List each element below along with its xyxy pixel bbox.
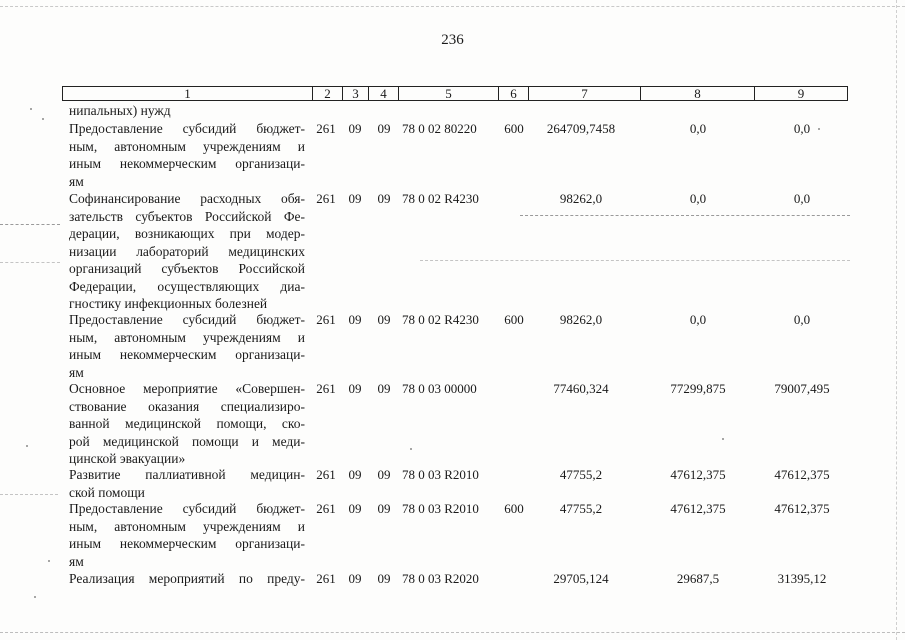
cell-col-3: 09	[348, 467, 362, 482]
description-line: ям	[69, 553, 84, 569]
cell-col-8: 29687,5	[676, 571, 720, 586]
cell-col-7: 77460,324	[553, 381, 609, 396]
row-description	[69, 311, 305, 381]
header-col-8: 8	[641, 87, 755, 100]
cell-col-5: 78 0 03 R2010	[402, 501, 479, 516]
header-col-3: 3	[343, 87, 369, 100]
cell-col-5: 78 0 02 R4230	[402, 191, 479, 206]
scan-artifact	[420, 260, 850, 261]
description-line: организаций субъектов Российской	[69, 261, 305, 276]
header-col-9: 9	[797, 86, 805, 101]
row-description	[69, 120, 305, 190]
cell-col-3: 09	[348, 501, 362, 516]
cell-col-2: 261	[316, 571, 336, 586]
cell-col-9: 31395,12	[777, 571, 827, 586]
description-line: Реализация мероприятий по преду-	[69, 571, 305, 586]
scan-artifact	[34, 596, 36, 598]
cell-col-8: 47612,375	[670, 501, 726, 516]
cell-col-9: 47612,375	[774, 467, 830, 482]
cell-col-9: 0,0	[793, 312, 811, 327]
header-col-1: 1	[63, 87, 313, 100]
description-line: Федерации, осуществляющих диа-	[69, 278, 305, 294]
row-description	[69, 570, 305, 588]
scan-artifact	[26, 445, 28, 447]
row-description	[69, 102, 305, 120]
scan-artifact	[0, 224, 60, 225]
cell-col-4: 09	[377, 467, 391, 482]
cell-col-7: 98262,0	[559, 191, 603, 206]
cell-col-9: 47612,375	[774, 501, 830, 516]
cell-col-2: 261	[316, 191, 336, 206]
description-line: ным, автономным учреждениям и	[69, 329, 305, 345]
description-line: дерации, возникающих при модер-	[69, 226, 305, 241]
description-line: ным, автономным учреждениям и	[69, 518, 305, 534]
cell-col-5: 78 0 02 80220	[402, 121, 477, 136]
header-col-7: 7	[529, 87, 641, 100]
cell-col-5: 78 0 03 R2020	[402, 571, 479, 586]
header-col-6: 6	[499, 87, 529, 100]
page-number: 236	[441, 32, 464, 48]
cell-col-7: 47755,2	[559, 467, 603, 482]
description-line: зательств субъектов Российской Фе-	[69, 208, 305, 224]
description-line: низации лабораторий медицинских	[69, 243, 305, 259]
description-line: гностику инфекционных болезней	[69, 296, 268, 311]
table-header-row	[62, 86, 848, 101]
cell-col-8: 77299,875	[670, 381, 726, 396]
cell-col-5: 78 0 02 R4230	[402, 312, 479, 327]
cell-col-7: 29705,124	[553, 571, 609, 586]
cell-col-5: 78 0 03 00000	[402, 381, 477, 396]
cell-col-4: 09	[377, 571, 391, 586]
description-line: ным, автономным учреждениям и	[69, 138, 305, 154]
description-line: рой медицинской помощи и меди-	[69, 433, 305, 449]
row-description	[69, 380, 305, 468]
description-line: ской помощи	[69, 484, 145, 500]
description-line: цинской эвакуации»	[69, 451, 186, 466]
header-col-5: 5	[399, 87, 499, 100]
description-line: Предоставление субсидий бюджет-	[69, 312, 305, 327]
cell-col-6: 600	[504, 121, 524, 136]
description-line: ствование оказания специализиро-	[69, 398, 305, 414]
cell-col-2: 261	[316, 501, 336, 516]
scan-artifact	[48, 560, 50, 562]
scan-artifact	[722, 438, 724, 440]
scan-artifact	[818, 128, 820, 130]
description-line: Предоставление субсидий бюджет-	[69, 121, 305, 136]
cell-col-2: 261	[316, 467, 336, 482]
cell-col-7: 264709,7458	[546, 121, 616, 136]
cell-col-7: 98262,0	[559, 312, 603, 327]
cell-col-4: 09	[377, 381, 391, 396]
cell-col-9: 0,0	[793, 121, 811, 136]
cell-col-8: 0,0	[689, 191, 707, 206]
cell-col-3: 09	[348, 121, 362, 136]
row-description	[69, 500, 305, 570]
cell-col-3: 09	[348, 312, 362, 327]
cell-col-9: 0,0	[793, 191, 811, 206]
cell-col-2: 261	[316, 312, 336, 327]
scan-artifact	[30, 108, 32, 110]
cell-col-6: 600	[504, 312, 524, 327]
cell-col-4: 09	[377, 121, 391, 136]
header-col-4: 4	[369, 87, 399, 100]
scan-artifact	[520, 215, 850, 216]
scan-artifact	[42, 118, 44, 120]
cell-col-2: 261	[316, 381, 336, 396]
cell-col-3: 09	[348, 381, 362, 396]
row-description	[69, 190, 305, 313]
scan-edge-bottom	[0, 632, 905, 633]
cell-col-9: 79007,495	[774, 381, 830, 396]
row-description	[69, 466, 305, 501]
cell-col-3: 09	[348, 571, 362, 586]
cell-col-7: 47755,2	[559, 501, 603, 516]
cell-col-8: 0,0	[689, 121, 707, 136]
description-line: ям	[69, 173, 84, 189]
description-line: Предоставление субсидий бюджет-	[69, 501, 305, 516]
description-line: ванной медицинской помощи, ско-	[69, 416, 305, 431]
cell-col-6: 600	[504, 501, 524, 516]
description-line: Основное мероприятие «Совершен-	[69, 381, 305, 396]
scan-artifact	[0, 262, 60, 263]
cell-col-8: 0,0	[689, 312, 707, 327]
scan-artifact	[0, 494, 58, 495]
cell-col-3: 09	[348, 191, 362, 206]
cell-col-4: 09	[377, 501, 391, 516]
scan-artifact	[410, 448, 412, 450]
header-col-2: 2	[313, 87, 343, 100]
scan-edge-top	[0, 6, 905, 7]
description-line: нипальных) нужд	[69, 103, 171, 118]
description-line: иным некоммерческим организаци-	[69, 536, 305, 551]
cell-col-5: 78 0 03 R2010	[402, 467, 479, 482]
description-line: Развитие паллиативной медицин-	[69, 467, 305, 482]
description-line: ям	[69, 364, 84, 380]
cell-col-8: 47612,375	[670, 467, 726, 482]
cell-col-4: 09	[377, 191, 391, 206]
scan-edge-right	[896, 0, 897, 640]
description-line: иным некоммерческим организаци-	[69, 347, 305, 362]
description-line: Софинансирование расходных обя-	[69, 191, 305, 206]
description-line: иным некоммерческим организаци-	[69, 156, 305, 171]
cell-col-2: 261	[316, 121, 336, 136]
cell-col-4: 09	[377, 312, 391, 327]
